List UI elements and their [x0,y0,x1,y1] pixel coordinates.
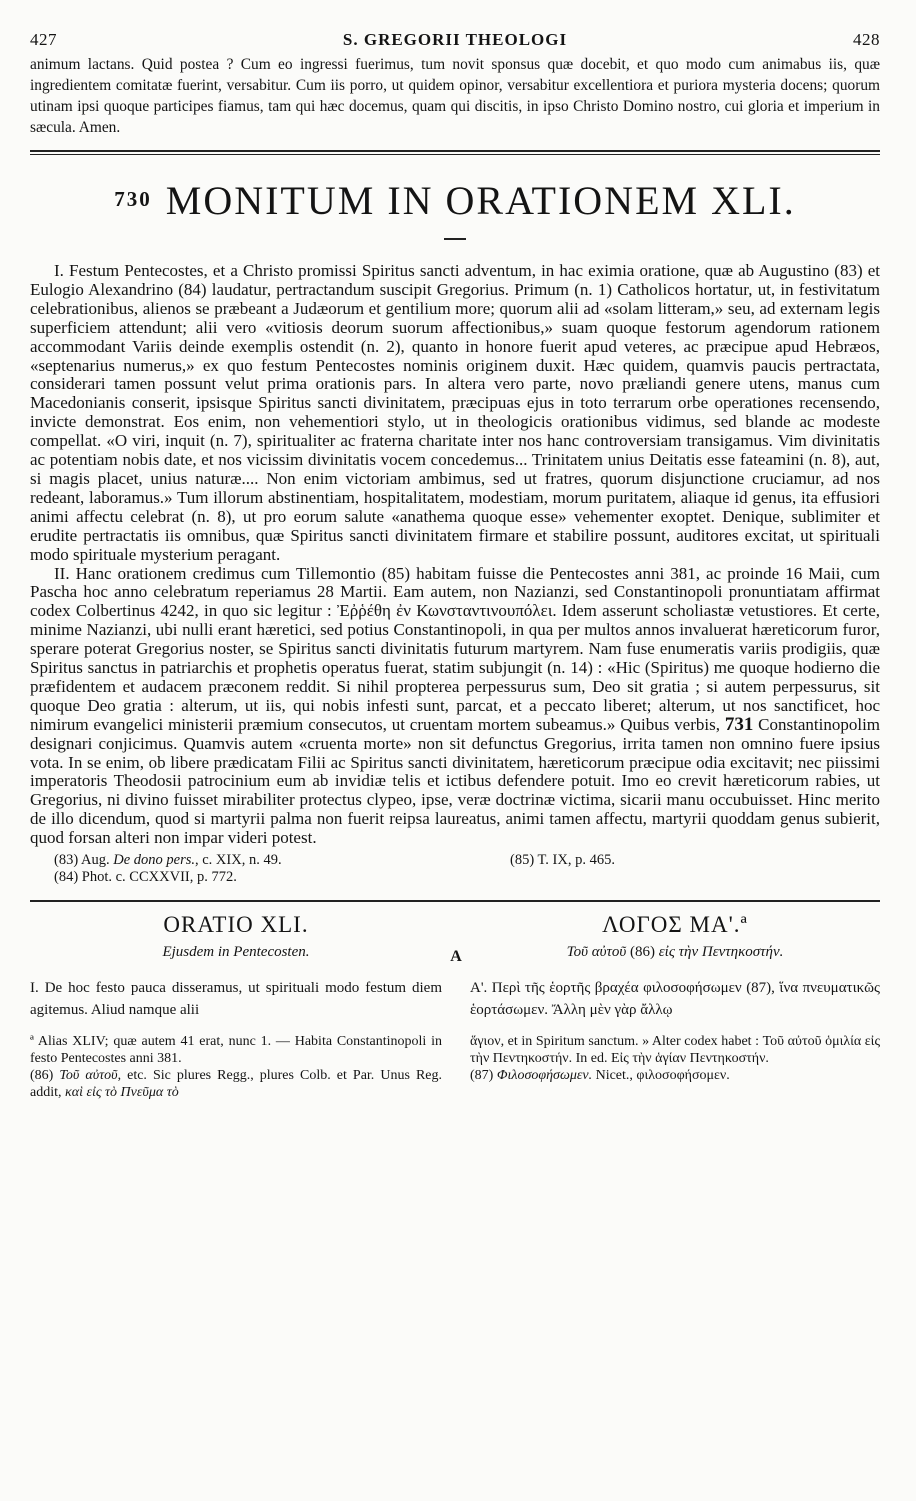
latin-column [30,912,442,1101]
footnotes-right [504,852,880,886]
monitum-title: MONITUM IN ORATIONEM XLI. [165,178,796,223]
double-rule-divider [30,150,880,155]
monitum-body [30,262,880,848]
latin-oration-title: ORATIO XLI. [163,912,309,938]
continuation-paragraph: animum lactans. Quid postea ? Cum eo ingressi fuerimus, tum novit sponsus quæ docebit, et quo modo cum animabus iis, quæ ingredientem comitatæ fuerint, versabitur. Cum iis porro, ut quidem opinor, versabitur excellentiora et puriora mysteria docens; quorum utinam ipsi quoque participes fiamus, tam qui hæc docemus, quam qui discitis, in ipso Christo Domino nostro, cui gloria et imperium in sæcula. Amen. [30,56,880,136]
monitum-heading [30,177,880,224]
parallel-columns [30,912,880,1101]
monitum-paragraph-2-part-b: Constantinopolim designari conjicimus. Quamvis autem «cruenta morte» non sit defunctus Gregorius, irrita tamen non omnino fuere ipsius vota. In se enim, ob libere prædicatam Filii ac Spiritus sancti divinitatem, hæreticorum præcipue odia excitavit; nec piissimi imperatoris Theodosii patrocinium eum ab invidiæ telis et ictibus defendere potuit. Imo eo crevit hæreticorum rabies, ut Gregorius, ni divino fuisset mirabiliter protectus clypeo, ipse, veræ doctrinæ victima, sicarii manu occubuisset. Hinc merito de illo dicendum, quod si martyrii palma non fuerit reipsa laureatus, animi tamen affectu, martyrii quoddam genus subierit, quod forsan alteri non impar videri potest. [30,714,881,848]
footnote-83: (83) Aug. De dono pers., c. XIX, n. 49. [54,852,282,869]
column-number-730: 730 [114,187,152,211]
greek-oration-title: ΛΟΓΟΣ ΜΑ'.ª [602,912,748,938]
note-87: (87) Φιλοσοφήσωμεν. Nicet., φιλοσοφήσομεν. [470,1068,730,1084]
greek-column [470,912,880,1101]
short-dash-divider [444,238,466,240]
latin-oration-subtitle: Ejusdem in Pentecosten. [162,944,310,961]
footnote-85: (85) T. IX, p. 465. [510,852,615,869]
left-column-number: 427 [30,30,57,49]
monitum-paragraph-1: I. Festum Pentecostes, et a Christo promissi Spiritus sancti adventum, in hac eximia oratione, quæ ab Augustino (83) et Eulogio Alexandrino (84) laudatur, pertractandum suscipit Gregorius. Primum (n. 1) Catholicos hortatur, ut, in festivitatum celebrationibus, alienos se præbeant a Judæorum et gentilium more; quorum alii ad «solam litteram,» seu, ad externam legis superficiem attendunt; alii vero «vitiosis deorum suorum affectionibus,» suam quoque festorum agendorum rationem accommodant Variis deinde exemplis ostendit (n. 2), quanto in honore fuerit apud veteres, ac præcipue apud Hebræos, «septenarius numerus,» ex quo festum Pentecostes nominis originem duxit. Hæc quidem, quamvis paucis pertractata, considerari tamen possunt velut prima orationis pars. In altera vero parte, novo præliandi genere utens, manus cum Macedonianis conserit, ipsisque Spiritus sancti divinitatem, præcipuas ejus in toto terrarum orbe operationes recensendo, invicte demonstrat. Eos enim, non vehementiori stylo, ut in theologicis orationibus vidimus, sed blande ac modeste compellat. «O viri, inquit (n. 7), spiritualiter ac fraterna charitate inter nos hanc controversiam transigamus. Vim divinitatis ac potentiam nobis date, et nos vicissim divinitatis vocem concedemus... Trinitatem unius Deitatis esse fateamini (n. 8), aut, si magis placet, unius naturæ.... Non enim victoriam ambimus, sed ut fratres, quorum disjunctione cruciamur, ad nos redeant, laboramus.» Tum illorum abstinentiam, hospitalitatem, modestiam, morum puritatem, aliaque id genus, ita effusiori animi affectu celebrat (n. 8), ut pro eorum salute «anathema quoque esse» vehementer exoptet. Denique, sublimiter et erudite pertractatis iis omnibus, quæ Spiritus sancti divinitatem firmare et stabilire possunt, auditores excitat, ut spirituali modo spirituale mysterium peragant. [30,261,880,564]
footnote-84: (84) Phot. c. CCXXVII, p. 772. [54,869,237,886]
footnotes-left [30,852,504,886]
note-a: ª Alias XLIV; quæ autem 41 erat, nunc 1. — Habita Constantinopoli in festo Pentecostes anni 381. [30,1034,442,1067]
latin-oration-text: I. De hoc festo pauca disseramus, ut spirituali modo festum diem agitemus. Aliud namque alii [30,980,442,1019]
column-number-731: 731 [724,713,754,735]
note-86-continued: ἅγιον, et in Spiritum sanctum. » Alter codex habet : Τοῦ αὐτοῦ ὁμιλία εἰς τὴν Πεντηκοστήν. In ed. Εἰς τὴν ἁγίαν Πεντηκοστήν. [470,1034,880,1067]
column-marker: A [450,948,462,966]
greek-oration-subtitle: Τοῦ αὐτοῦ (86) εἰς τὴν Πεντηκοστήν. [566,944,784,961]
monitum-footnotes [30,852,880,886]
monitum-paragraph-2-part-a: II. Hanc orationem credimus cum Tillemontio (85) habitam fuisse die Pentecostes anni 381, ac proinde 16 Maii, cum Pascha hoc anno celebratum reperiamus 28 Martii. Eam autem, non Nazianzi, sed Constantinopoli pronuntiatam affirmat codex Colbertinus 4242, in quo sic legitur : Ἐῤῥέθη ἐν Κωνσταντινουπόλει. Idem asserunt scholiastæ vetustiores. Et certe, minime Nazianzi, ubi nulli erant hæretici, sed potius Constantinopoli, in qua per multos annos invaluerat hæreticorum furor, sperare poterat Gregorius noster, se Spiritus sancti divinitatis futurum martyrem. Nam fuse enumeratis variis prodigiis, quæ Spiritus sanctus in patriarchis et prophetis operatus fuerat, statim subjungit (n. 14) : «Hic (Spiritus) me quoque hodierno die præfidentem et audacem præconem reddit. Si nihil propterea perpessurus sum, Deo sit gratia ; si autem perpessurus, sit quoque Deo gratia : alterum, ut iis, qui nobis infesti sunt, parcat, et a peccato liberet; alterum, ut nos sanctificet, hoc nimirum evangelici ministerii præmium consecutos, ut cruentam mortem subeamus.» Quibus verbis, [30,563,880,734]
single-rule-divider [30,900,880,902]
greek-notes [470,1033,880,1084]
latin-notes [30,1033,442,1101]
running-header [30,30,880,52]
note-86: (86) Τοῦ αὐτοῦ, etc. Sic plures Regg., plures Colb. et Par. Unus Reg. addit, καὶ εἰς τὸ Πνεῦμα τὸ [30,1068,442,1101]
page [30,30,880,1101]
monitum-paragraph-2 [30,565,880,849]
greek-oration-text: Α'. Περὶ τῆς ἑορτῆς βραχέα φιλοσοφήσωμεν (87), ἵνα πνευματικῶς ἑορτάσωμεν. Ἄλλη μὲν γὰρ ἄλλῳ [470,980,880,1019]
running-head-title: S. GREGORII THEOLOGI [342,30,568,49]
right-column-number: 428 [853,30,880,49]
